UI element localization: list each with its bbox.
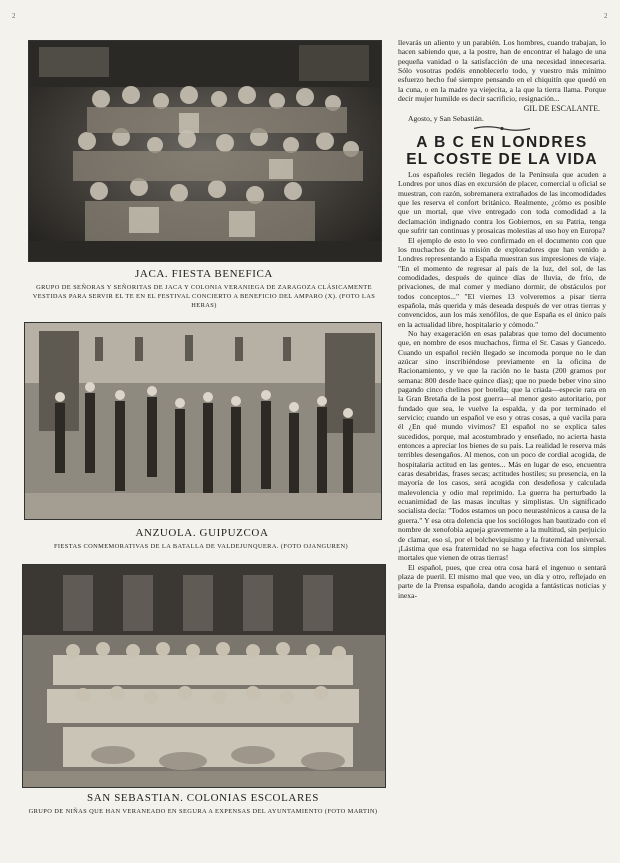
- photo-caption-anzuola: FIESTAS CONMEMORATIVAS DE LA BATALLA DE VALDEJUNQUERA. (FOTO OJANGUREN): [53, 543, 349, 550]
- ornament-divider: [472, 125, 532, 132]
- corner-mark-left: 2: [12, 12, 16, 20]
- photo-title-san-sebastian: SAN SEBASTIAN. COLONIAS ESCOLARES: [87, 792, 319, 804]
- article-paragraph: Los españoles recién llegados de la Península que acuden a Londres por unos días en excursión de placer, comercial u oficial se muestran, con razón, sobremanera extrañados de las incomodidades que les reserva el confort británico. Realmente, ¿cómo es posible que un mortal, que vive entregado con toda comodidad a la declamación indignado contra los Gobiernos, en su Patria, tenga que sufrir tan continuas y prosaicas molestias al uso hoy en Europa?: [398, 170, 606, 236]
- photo-title-jaca: JACA. FIESTA BENEFICA: [135, 268, 273, 280]
- photo-jaca-group: [28, 40, 382, 262]
- photo-title-anzuola: ANZUOLA. GUIPUZCOA: [135, 527, 269, 539]
- article-date-place: Agosto, y San Sebastián.: [408, 113, 484, 123]
- photo-san-sebastian-children: [22, 564, 386, 788]
- article-paragraph: El ejemplo de esto lo veo confirmado en el documento con que los muchachos de la misión de exploradores que han venido a Londres representando a España muestran sus impresiones de viaje. "En el momento de regresar al país de la luz, del sol, de las comodidades, después de quince días de lluvia, de frío, de privaciones, de mal comer y mediano dormir, de obstáculos por todos conceptos..." "El viernes 13 volveremos a pisar tierra española, más querida y más deseada después de ver otras tierras y convencidos, aun los más xenófilos, de que España es el único país en la actualidad libre, hospitalario y cómodo.": [398, 235, 606, 329]
- author-signature: GIL DE ESCALANTE.: [523, 104, 600, 114]
- photo-caption-san-sebastian: GRUPO DE NIÑAS QUE HAN VERANEADO EN SEGURA A EXPENSAS DEL AYUNTAMIENTO (FOTO MARTIN): [28, 808, 378, 815]
- headline-coste-vida: EL COSTE DE LA VIDA: [406, 151, 598, 169]
- article-paragraph: El español, pues, que crea otra cosa hará el ingenuo o sentará plaza de pueril. El mismo mal que veo, un día y otro, reflejado en parte de la Prensa española, dando acogida a fantásticas noticias y inexa-: [398, 562, 606, 600]
- article-column: [398, 38, 606, 858]
- photo-anzuola-parade: [24, 322, 382, 520]
- previous-article-end: llevarás un aliento y un parabién. Los hombres, cuando trabajan, lo hacen sabiendo que, a la postre, han de encontrar el halago de una pequeña vanidad o la satisfacción de una necesidad innecesaria. Sólo vosotras podéis ennoblecerlo todo, y vuestro más mínimo esfuerzo hecho fué siempre pensando en el chiquitín que quedó en la cuna, o en la madre ya viejecita, a la que la tierra llama. Porque decir mujer humilde es decir sacrificio, resignación...: [398, 38, 606, 104]
- article-paragraph: No hay exageración en esas palabras que tomo del documento que, en nombre de esos muchachos, firma el Sr. Casas y Gancedo. Cuando un español recién llegado se incomoda porque no le dan azúcar sino inscribiéndose previamente en la oficina de Racionamiento, y ve que la ración no le basta (200 gramos por semana: 800 desde hace quince días); que no puede beber vino sino pagando cinco chelines por botella; que la criada—especie rara en la Gran Bretaña de la post guerra—al menor gesto autoritario, por fundado que sea, le vuelve la espalda, y da por terminado el servicio; cuando un español ve eso y otras cosas, a qué vacila para él ¿En qué mundo vivimos? El español no se explica tales sucedidos, porque, mal acostumbrado y enseñado, no acierta hasta entonces a apreciar los bienes de su país. La realidad le reserva más terribles desengaños. Al menos, con un poco de cordial acogida, de hospitalaria actitud en las gentes... Más en lugar de eso, encuentra caras desabridas, frases secas; actitudes hostiles; su presencia, en la mayoría de los casos, será acogida con desdeñosa y calculada malevolencia y odio mal reprimido. La guerra ha perturbado la ecuanimidad de las masas incultas y simplistas. Un significado socialista decía: "Todos estamos un poco neurasténicos a causa de la guerra." Y esa otra dolencia que los sociólogos han bautizado con el nombre de xenofobia aqueja gravemente a la multitud, sin perjuicio de clamar, eso sí, por el bolcheviquismo y la fraternidad universal. ¡Lástima que esa fraternidad no se haga efectiva con los simples mortales que vienen de otras tierras!: [398, 328, 606, 563]
- corner-mark-right: 2: [604, 12, 608, 20]
- photo-caption-jaca: GRUPO DE SEÑORAS Y SEÑORITAS DE JACA Y COLONIA VERANIEGA DE ZARAGOZA CLÁSICAMENTE VESTIDAS PARA SERVIR EL TE EN EL FESTIVAL CONCIERTO A BENEFICIO DEL AMPARO (X). (FOTO LAS HERAS): [32, 284, 376, 309]
- headline-abc-londres: A B C EN LONDRES: [416, 134, 588, 152]
